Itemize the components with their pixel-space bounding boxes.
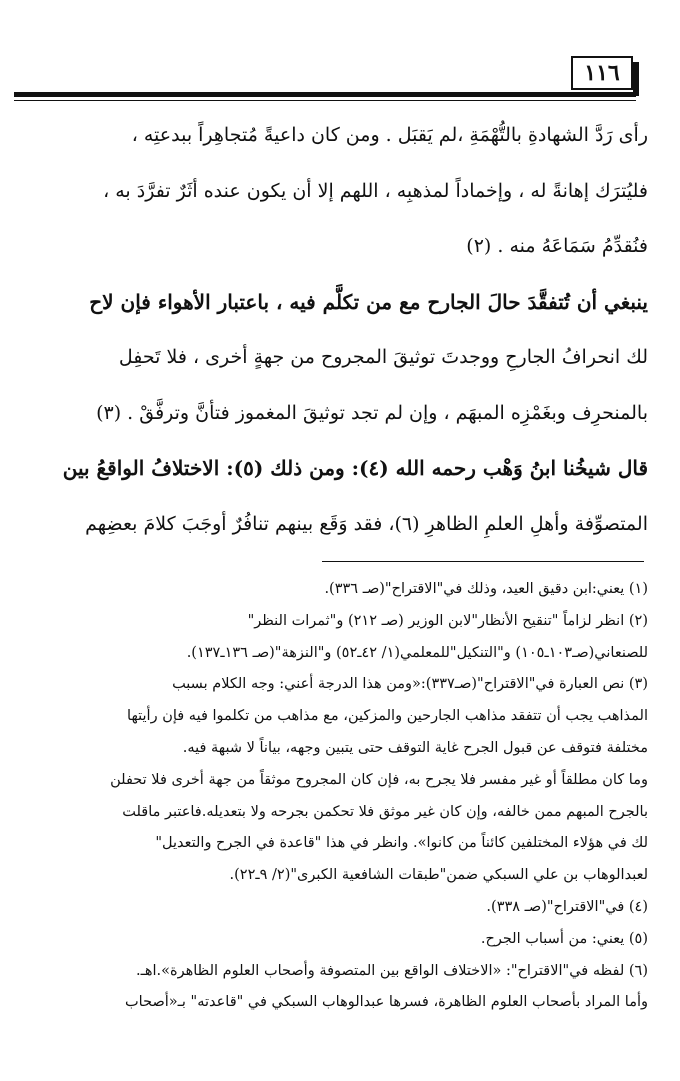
- header-rule-thin: [14, 100, 636, 101]
- footnote-line: (٤) في"الاقتراح"(صـ ٣٣٨).: [486, 898, 648, 915]
- footnote-line: لعبدالوهاب بن علي السبكي ضمن"طبقات الشافعية الكبرى"(٢/ ٩ـ٢٢).: [229, 867, 648, 884]
- footnote-line: وما كان مطلقاً أو غير مفسر فلا يجرح به، فإن كان المجروح موثقاً من جهة أخرى فلا تحفلن: [110, 771, 648, 788]
- footnote-line: (١) يعني:ابن دقيق العيد، وذلك في"الاقتراح"(صـ ٣٣٦).: [324, 581, 648, 597]
- text-line: قال شيخُنا ابنُ وَهْب رحمه الله (٤): ومن ذلك (٥): الاختلافُ الواقعُ بين: [62, 456, 648, 480]
- footnote-line: (٥) يعني: من أسباب الجرح.: [480, 930, 648, 947]
- footnote-line: المذاهب يجب أن تتفقد مذاهب الجارحين والمزكين، مع مذاهب من تكلموا فيه فإن رأيتها: [127, 708, 648, 725]
- page-number: ١١٦: [571, 56, 633, 90]
- footnote-line: للصنعاني(صـ١٠٣ـ١٠٥) و"التنكيل"للمعلمي(١/ ٤٢ـ٥٢) و"النزهة"(صـ ١٣٦ـ١٣٧).: [186, 644, 648, 661]
- text-line: بالمنحرِف وبغَمْزِه المبهَم ، وإن لم تجد توثيقَ المغموز فتأنَّ وترفَّقْ . (٣): [96, 401, 648, 424]
- text-line: فليُترَك إهانةً له ، وإخماداً لمذهبِه ، اللهم إلا أن يكون عنده أثَرٌ تفرَّدَ به ،: [103, 179, 648, 202]
- footnote-line: (٦) لفظه في"الاقتراح": «الاختلاف الواقع بين المتصوفة وأصحاب العلوم الظاهرة».اهـ.: [136, 962, 648, 979]
- footnote-line: مختلفة فتوقف عن قبول الجرح غاية التوقف حتى يتبين وجهه، بياناً لا شبهة فيه.: [182, 739, 648, 756]
- text-line: لك انحرافُ الجارحِ ووجدتَ توثيقَ المجروح من جهةٍ أخرى ، فلا تَحفِل: [118, 346, 648, 368]
- footnote-line: لك في هؤلاء المختلفين كائناً من كانوا». وانظر في هذا "قاعدة في الجرح والتعديل": [155, 835, 648, 852]
- footnotes: [14, 574, 648, 1019]
- footnote-line: (٢) انظر لزاماً "تنقيح الأنظار"لابن الوزير (صـ ٢١٢) و"ثمرات النظر": [247, 612, 648, 629]
- footnote-line: وأما المراد بأصحاب العلوم الظاهرة، فسرها عبدالوهاب السبكي في "قاعدته" بـ«أصحاب: [125, 994, 648, 1011]
- text-line: ينبغي أن تُتفقَّدَ حالَ الجارح مع من تكلَّم فيه ، باعتبار الأهواء فإن لاح: [89, 289, 648, 314]
- text-line: فنُقدِّمُ سَمَاعَهُ منه . (٢): [466, 235, 648, 257]
- page-header: [0, 56, 680, 106]
- text-line: المتصوِّفة وأهلِ العلمِ الظاهرِ (٦)، فقد وَقَع بينهم تنافُرٌ أوجَبَ كلامَ بعضِهم: [85, 512, 648, 535]
- text-line: رأى رَدَّ الشهادةِ بالتُّهْمَةِ ،لم يَقبَل . ومن كان داعيةً مُتجاهِراً ببدعتِه ،: [131, 124, 648, 146]
- footnote-line: (٣) نص العبارة في"الاقتراح"(صـ٣٣٧):«ومن هذا الدرجة أعني: وجه الكلام بسبب: [172, 676, 648, 693]
- main-text: [50, 108, 648, 552]
- footnote-line: بالجرح المبهم ممن خالفه، وإن كان غير موثق فلا تحكمن بجرحه ولا بتعديله.فاعتبر ماقلت: [122, 803, 648, 820]
- header-rule-thick: [14, 92, 636, 97]
- footnote-separator: [322, 561, 644, 562]
